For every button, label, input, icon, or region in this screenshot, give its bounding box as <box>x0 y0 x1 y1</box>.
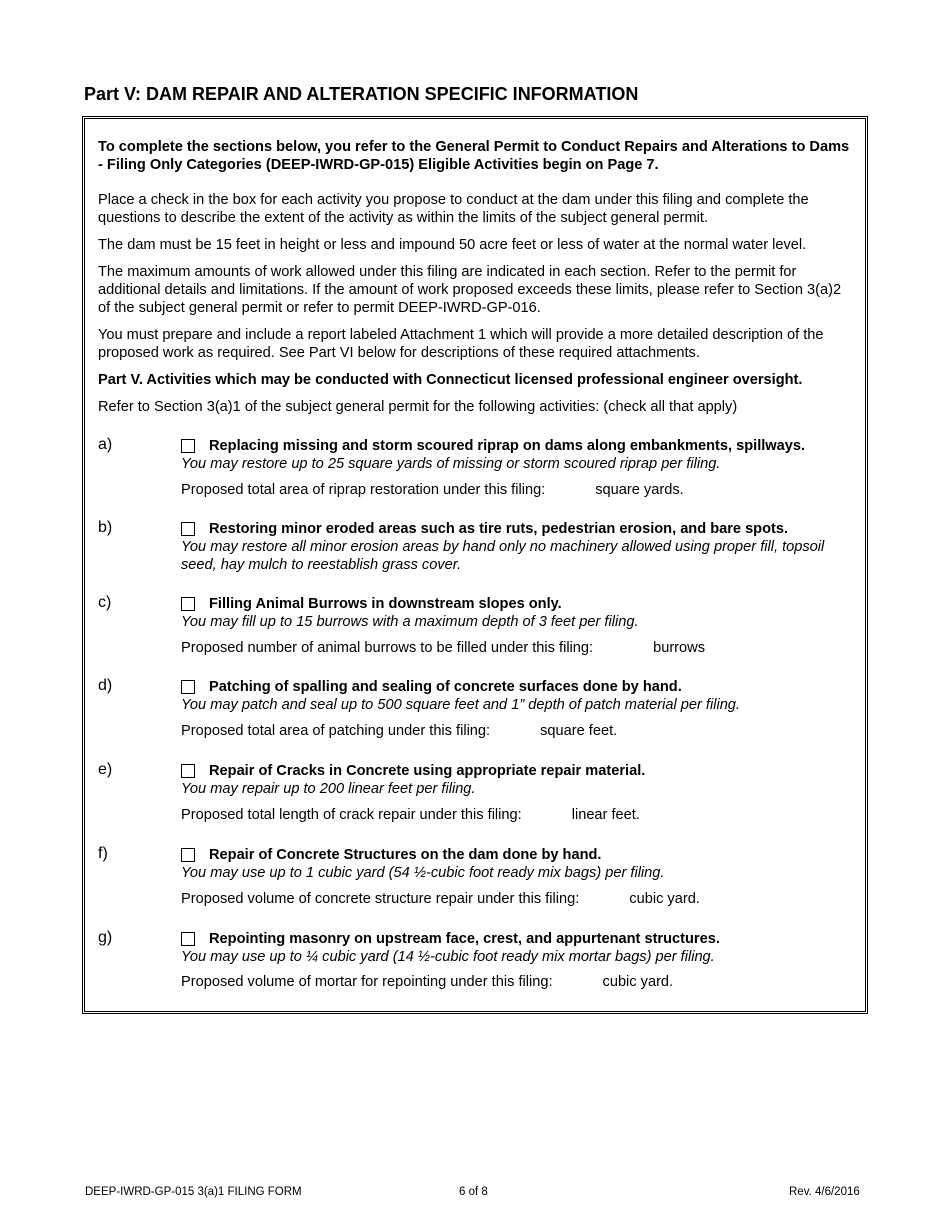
proposed-field-g <box>181 974 673 990</box>
field-prompt: Proposed total length of crack repair under this filing: <box>181 807 522 823</box>
checkbox-activity-g[interactable] <box>181 932 195 946</box>
activity-heading: Filling Animal Burrows in downstream slopes only. <box>209 596 562 612</box>
proposed-field-c <box>181 640 705 656</box>
checkbox-activity-f[interactable] <box>181 848 195 862</box>
activity-e <box>181 762 851 798</box>
page-title: Part V: DAM REPAIR AND ALTERATION SPECIFIC INFORMATION <box>84 84 639 104</box>
activity-heading: Repointing masonry on upstream face, crest, and appurtenant structures. <box>209 931 720 947</box>
activity-letter: c) <box>98 594 112 611</box>
activity-note: You may restore all minor erosion areas by hand only no machinery allowed using proper fill, topsoil seed, hay mulch to reestablish grass cover. <box>181 539 825 573</box>
intro-instructions: To complete the sections below, you refer to the General Permit to Conduct Repairs and Alterations to Dams - Filing Only Categories (DEEP-IWRD-GP-015) Eligible Activities begin on Page 7. <box>98 139 850 173</box>
checkbox-activity-b[interactable] <box>181 522 195 536</box>
activity-g <box>181 930 851 966</box>
paragraph-dam-limits: The dam must be 15 feet in height or less and impound 50 acre feet or less of water at the normal water level. <box>98 237 807 253</box>
activity-note: You may patch and seal up to 500 square feet and 1” depth of patch material per filing. <box>181 697 740 713</box>
proposed-field-f <box>181 891 700 907</box>
activity-heading: Restoring minor eroded areas such as tire ruts, pedestrian erosion, and bare spots. <box>209 521 789 537</box>
proposed-field-e <box>181 807 640 823</box>
proposed-field-d <box>181 723 617 739</box>
field-prompt: Proposed volume of concrete structure repair under this filing: <box>181 891 580 907</box>
activity-heading: Replacing missing and storm scoured riprap on dams along embankments, spillways. <box>209 438 806 454</box>
checkbox-activity-a[interactable] <box>181 439 195 453</box>
activity-letter: g) <box>98 929 113 946</box>
footer-revision: Rev. 4/6/2016 <box>789 1186 860 1198</box>
proposed-field-a <box>181 482 684 498</box>
field-unit: cubic yard. <box>629 891 700 907</box>
paragraph-refer-section: Refer to Section 3(a)1 of the subject general permit for the following activities: (check all that apply) <box>98 399 738 415</box>
activity-d <box>181 678 851 714</box>
field-prompt: Proposed number of animal burrows to be filled under this filing: <box>181 640 594 656</box>
activity-letter: d) <box>98 677 113 694</box>
activity-b <box>181 520 851 574</box>
activity-heading: Patching of spalling and sealing of concrete surfaces done by hand. <box>209 679 682 695</box>
activity-letter: f) <box>98 845 108 862</box>
activity-note: You may fill up to 15 burrows with a maximum depth of 3 feet per filing. <box>181 614 639 630</box>
activity-note: You may restore up to 25 square yards of missing or storm scoured riprap per filing. <box>181 456 721 472</box>
field-prompt: Proposed total area of riprap restoration under this filing: <box>181 482 546 498</box>
activity-c <box>181 595 851 631</box>
activity-letter: e) <box>98 761 113 778</box>
checkbox-activity-d[interactable] <box>181 680 195 694</box>
paragraph-max-amounts: The maximum amounts of work allowed under this filing are indicated in each section. Refer to the permit for additional details and limitations. If the amount of work proposed exceeds these limits, please refer to Section 3(a)2 of the subject general permit or refer to permit DEEP-IWRD-GP-016. <box>98 264 842 316</box>
activity-heading: Repair of Concrete Structures on the dam done by hand. <box>209 847 602 863</box>
activity-f <box>181 846 851 882</box>
activity-heading: Repair of Cracks in Concrete using appropriate repair material. <box>209 763 646 779</box>
activity-letter: a) <box>98 436 113 453</box>
activity-note: You may use up to 1 cubic yard (54 ½-cubic foot ready mix bags) per filing. <box>181 865 665 881</box>
checkbox-activity-c[interactable] <box>181 597 195 611</box>
field-unit: burrows <box>653 640 705 656</box>
activity-a <box>181 437 851 473</box>
footer-form-id: DEEP-IWRD-GP-015 3(a)1 FILING FORM <box>85 1186 302 1198</box>
section-heading: Part V. Activities which may be conducted with Connecticut licensed professional engineer oversight. <box>98 372 803 388</box>
activity-note: You may repair up to 200 linear feet per filing. <box>181 781 476 797</box>
field-unit: linear feet. <box>571 807 640 823</box>
field-unit: cubic yard. <box>602 974 674 990</box>
footer-page-number: 6 of 8 <box>459 1186 488 1198</box>
checkbox-activity-e[interactable] <box>181 764 195 778</box>
paragraph-attachment: You must prepare and include a report labeled Attachment 1 which will provide a more detailed description of the proposed work as required. See Part VI below for descriptions of these required attachments. <box>98 327 824 361</box>
field-unit: square feet. <box>540 723 618 739</box>
field-unit: square yards. <box>595 482 684 498</box>
field-prompt: Proposed volume of mortar for repointing under this filing: <box>181 974 553 990</box>
activity-letter: b) <box>98 519 113 536</box>
paragraph-check-instructions: Place a check in the box for each activity you propose to conduct at the dam under this filing and complete the questions to describe the extent of the activity as within the limits of the subject general permit. <box>98 192 809 226</box>
field-prompt: Proposed total area of patching under this filing: <box>181 723 491 739</box>
activity-note: You may use up to ¼ cubic yard (14 ½-cubic foot ready mix mortar bags) per filing. <box>181 949 715 965</box>
